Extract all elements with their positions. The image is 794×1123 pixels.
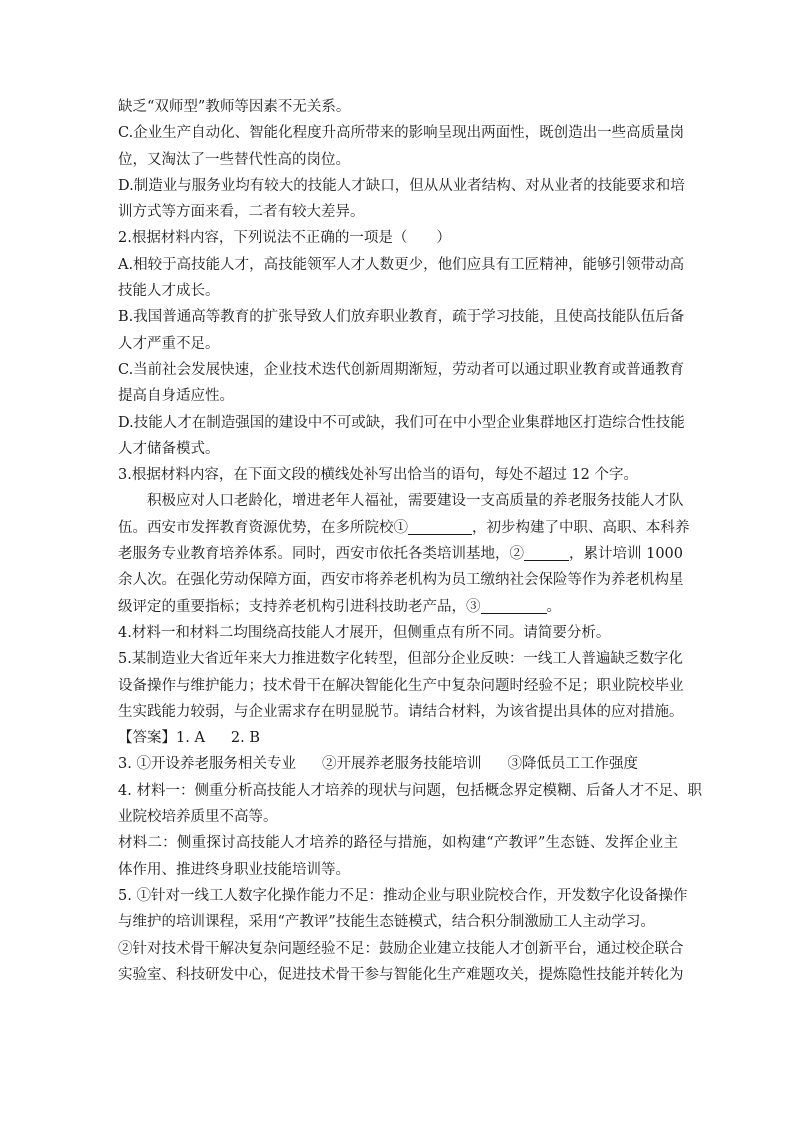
answer-line-1 [118,725,678,751]
question-5-line-3: 生实践能力较弱，与企业需求存在明显脱节。请结合材料，为该省提出具体的应对措施。 [118,703,684,720]
answer-4-line-2: 业院校培养质里不高等。 [118,809,278,826]
answer-4-line-1: 4. 材料一：侧重分析高技能人才培养的现状与问题，包括概念界定模糊、后备人才不足、职 [118,782,702,799]
q2-option-c-line-1: C.当前社会发展快速，企业技术迭代创新周期渐短，劳动者可以通过职业教育或普通教育 [118,361,685,378]
q3-text-segment: ，累计培训 1000 [569,546,684,563]
answer-3-2: ②开展养老服务技能培训 [321,756,482,773]
q3-text-segment: 伍。西安市发挥教育资源优势，在多所院校 [118,519,394,536]
q3-text-segment: 。 [546,598,561,615]
q2-option-b-line-2: 人才严重不足。 [118,335,220,352]
q3-text-segment: 级评定的重要指标；支持养老机构引进科技助老产品， [118,598,466,615]
answer-4-line-4: 体作用、推进终身职业技能培训等。 [118,861,350,878]
q2-option-b-line-1: B.我国普通高等教育的扩张导致人们放弃职业教育，疏于学习技能，且使高技能队伍后备 [118,309,685,326]
q2-option-c-line-2: 提高自身适应性。 [118,388,234,405]
answer-5-line-2: 与维护的培训课程，采用“产教评”技能生态链模式，结合积分制激励工人主动学习。 [118,914,655,931]
answer-5-line-4: 实验室、科技研发中心，促进技术骨干参与智能化生产难题攻关，提炼隐性技能并转化为 [118,966,684,983]
answer-3-line [118,751,678,777]
q2-option-a-line-2: 技能人才成长。 [118,283,220,300]
answer-4-line-3: 材料二：侧重探讨高技能人才培养的路径与措施，如构建“产教评”生态链、发挥企业主 [118,835,678,852]
answer-3-1: 3. ①开设养老服务相关专业 [118,756,296,773]
q3-text-segment: ，初步构建了中职、高职、本科养 [472,519,690,536]
question-4: 4.材料一和材料二均围绕高技能人才展开，但侧重点有所不同。请简要分析。 [118,624,611,641]
blank-2-marker: ② [509,546,524,563]
option-d-line-2: 训方式等方面来看，二者有较大差异。 [118,204,365,221]
answer-1: 【答案】1. A [118,730,205,747]
answer-3-3: ③降低员工工作强度 [507,756,638,773]
q3-passage-line-3 [118,541,684,567]
answer-5-line-1: 5. ①针对一线工人数字化操作能力不足：推动企业与职业院校合作，开发数字化设备操作 [118,887,688,904]
option-c-line-2: 位，又淘汰了一些替代性高的岗位。 [118,151,350,168]
blank-1-underline [408,518,472,535]
q2-option-a-line-1: A.相较于高技能人才，高技能领军人才人数更少，他们应具有工匠精神，能够引领带动高 [118,256,685,273]
blank-1-marker: ① [393,519,408,536]
q3-passage-line-5 [118,594,678,620]
q3-passage-line-4: 余人次。在强化劳动保障方面，西安市将养老机构为员工缴纳社会保险等作为养老机构星 [118,572,684,589]
document-body [118,94,702,988]
answer-5-line-3: ②针对技术骨干解决复杂问题经验不足：鼓励企业建立技能人才创新平台，通过校企联合 [118,940,684,957]
q3-passage-line-1: 积极应对人口老龄化，增进老年人福祉，需要建设一支高质量的养老服务技能人才队 [147,493,684,510]
q3-text-segment: 老服务专业教育培养体系。同时，西安市依托各类培训基地， [118,546,510,563]
q2-option-d-line-1: D.技能人才在制造强国的建设中不可或缺，我们可在中小型企业集群地区打造综合性技能 [118,414,685,431]
blank-2-underline [524,544,569,561]
blank-3-marker: ③ [466,598,481,615]
question-5-line-1: 5.某制造业大省近年来大力推进数字化转型，但部分企业反映：一线工人普遍缺乏数字化 [118,651,683,668]
question-3: 3.根据材料内容，在下面文段的横线处补写出恰当的语句，每处不超过 12 个字。 [118,467,639,484]
q2-option-d-line-2: 人才储备模式。 [118,440,220,457]
question-2: 2.根据材料内容，下列说法不正确的一项是（ ） [118,230,451,247]
text-line: 缺乏“双师型”教师等因素不无关系。 [118,99,351,115]
question-5-line-2: 设备操作与维护能力；技术骨干在解决智能化生产中复杂问题时经验不足；职业院校毕业 [118,677,684,694]
answer-2: 2. B [230,730,261,747]
q3-passage-line-2 [118,515,690,541]
option-c-line-1: C.企业生产自动化、智能化程度升高所带来的影响呈现出两面性，既创造出一些高质量岗 [118,125,685,142]
blank-3-underline [481,597,547,614]
option-d-line-1: D.制造业与服务业均有较大的技能人才缺口，但从从业者结构、对从业者的技能要求和培 [118,177,685,194]
